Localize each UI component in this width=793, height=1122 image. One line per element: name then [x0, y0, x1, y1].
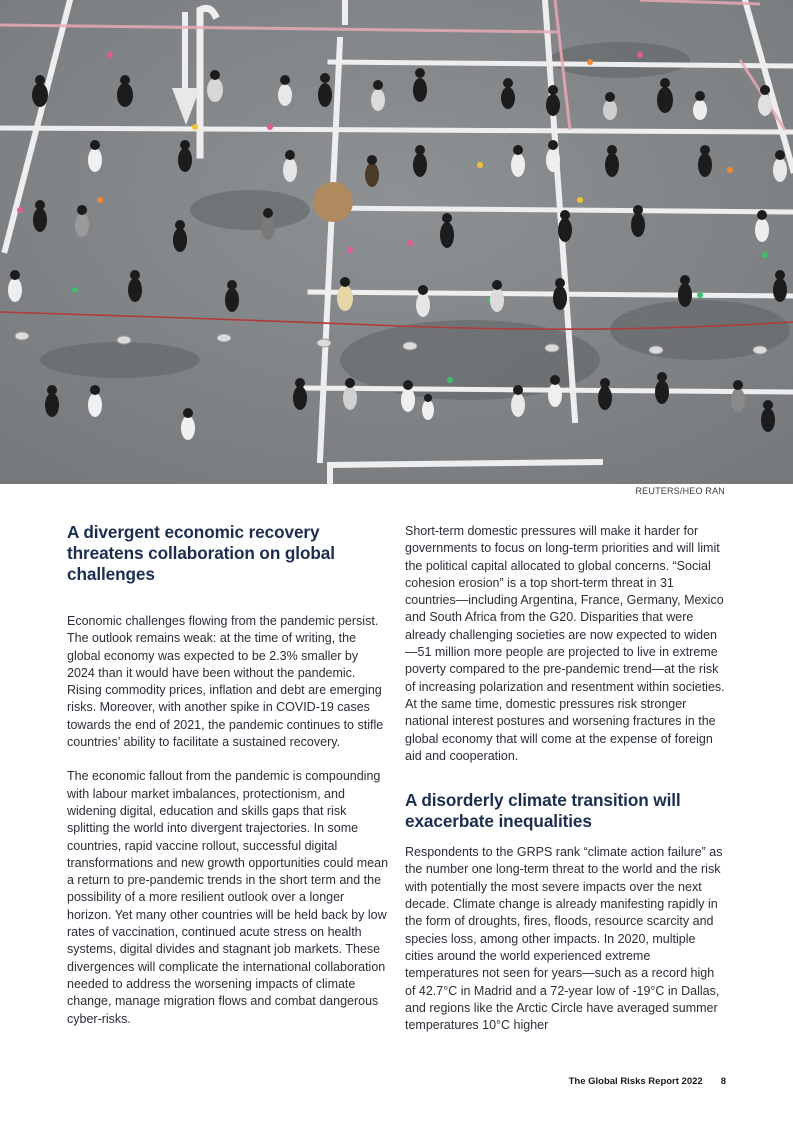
- paragraph-domestic-pressures: Short-term domestic pressures will make it harder for governments to focus on long-term priorities and will limit the political capital allocated to global concerns. “Social cohesion erosion” is a top short-term threat in 31 countries—including Argentina, France, Germany, Mexico and South Africa from the G20. Disparities that were already challenging societies are now expected to widen—51 million more people are projected to live in extreme poverty compared to the pre-pandemic trend—at the risk of increasing polarization and resentment within societies. At the same time, domestic pressures risk stronger national interest postures and worsening fractures in the global economy that will come at the expense of foreign aid and cooperation.: [405, 524, 725, 763]
- crowd-queue-photo: [0, 0, 793, 484]
- paragraph-economic-fallout: The economic fallout from the pandemic is compounding with labour market imbalances, protectionism, and widening digital, education and skills gaps that risk splitting the world into divergent trajectories. In some countries, rapid vaccine rollout, successful digital transformations and new growth opportunities could mean a return to pre-pandemic trends in the short term and the possibility of a more resilient outlook over a longer horizon. Yet many other countries will be held back by low rates of vaccination, continued acute stress on health systems, digital divides and stagnant job markets. These divergences will complicate the international collaboration needed to address the worsening impacts of climate change, manage migration flows and combat dangerous cyber-risks.: [67, 769, 389, 1026]
- page-footer: [569, 1076, 726, 1087]
- right-column: [405, 523, 727, 1034]
- section-heading-economic-recovery: A divergent economic recovery threatens collaboration on global challenges: [67, 522, 335, 584]
- report-title: The Global Risks Report 2022: [568, 1076, 703, 1087]
- photo-credit: REUTERS/HEO RAN: [635, 486, 725, 496]
- paragraph-climate-action: Respondents to the GRPS rank “climate action failure” as the number one long-term threat to the world and the risk with potentially the most severe impacts over the next decade. Climate change is already manifesting rapidly in the form of droughts, fires, floods, resource scarcity and species loss, among other impacts. In 2020, multiple cities around the world experienced extreme temperatures not seen for years—such as a record high of 42.7°C in Madrid and a 72-year low of -19°C in Dallas, and regions like the Arctic Circle have averaged summer temperatures 10°C higher: [405, 845, 723, 1033]
- page-number: 8: [720, 1076, 726, 1087]
- section-heading-climate-transition: A disorderly climate transition will exacerbate inequalities: [405, 790, 681, 832]
- left-column: [67, 522, 389, 1028]
- paragraph-economic-challenges: Economic challenges flowing from the pandemic persist. The outlook remains weak: at the time of writing, the global economy was expected to be 2.3% smaller by 2024 than it would have been without the pandemic. Rising commodity prices, inflation and debt are emerging risks. Moreover, with another spike in COVID-19 cases towards the end of 2021, the pandemic continues to stifle countries’ ability to facilitate a sustained recovery.: [67, 614, 384, 750]
